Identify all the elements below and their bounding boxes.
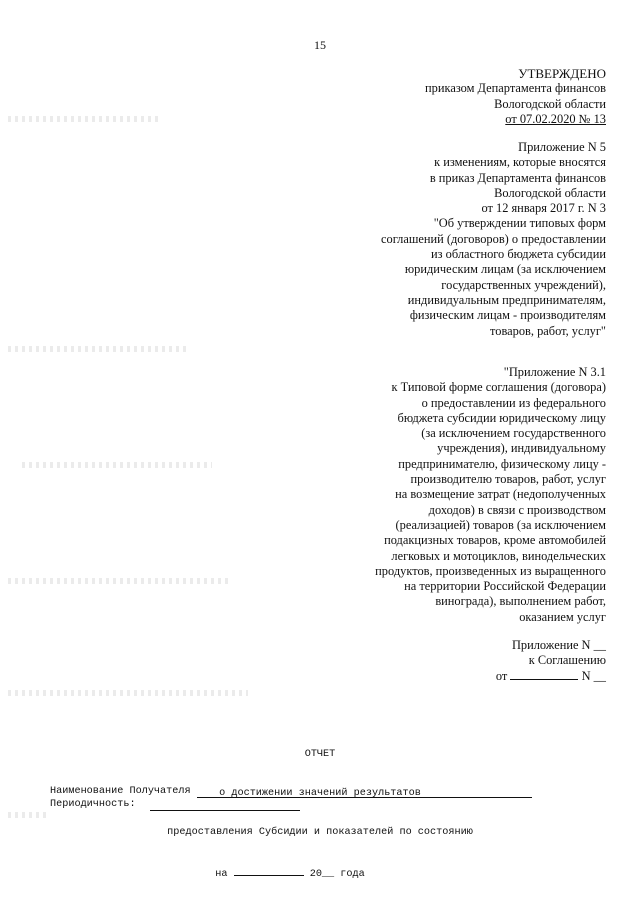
- bleed-through-mark: [8, 578, 228, 584]
- appendix-5-line: государственных учреждений),: [441, 277, 606, 292]
- appendix-5-line: Вологодской области: [494, 185, 606, 200]
- bleed-through-mark: [8, 690, 248, 696]
- appendix-3-1-line: продуктов, произведенных из выращенного: [375, 563, 606, 578]
- recipient-input-line[interactable]: [197, 787, 532, 798]
- report-date-line: [0, 865, 640, 881]
- recipient-field-row: [50, 785, 532, 798]
- appendix-3-1-header: [375, 365, 606, 625]
- appendix-3-1-line: (реализацией) товаров (за исключением: [395, 517, 606, 532]
- approval-stamp: [425, 66, 606, 127]
- appendix-3-1-line: подакцизных товаров, кроме автомобилей: [384, 533, 606, 548]
- appendix-3-1-line: к Типовой форме соглашения (договора): [391, 380, 606, 395]
- report-subtitle-line-2: предоставления Субсидии и показателей по состоянию: [167, 827, 473, 838]
- approved-order-line: приказом Департамента финансов: [425, 81, 606, 96]
- agreement-date-blank[interactable]: [510, 669, 578, 680]
- appendix-3-1-line: (за исключением государственного: [421, 426, 606, 441]
- report-date-suffix: года: [340, 869, 365, 880]
- appendix-3-1-line: бюджета субсидии юридическому лицу: [397, 410, 606, 425]
- report-date-blank[interactable]: [234, 865, 304, 876]
- approved-title: УТВЕРЖДЕНО: [518, 66, 606, 81]
- appendix-3-1-line: о предоставлении из федерального: [421, 395, 606, 410]
- page-number: 15: [314, 38, 326, 52]
- appendix-3-1-line: доходов) в связи с производством: [428, 502, 606, 517]
- appendix-5-line: соглашений (договоров) о предоставлении: [381, 231, 606, 246]
- report-year: 20__: [309, 869, 335, 880]
- appendix-5-header: [381, 140, 606, 339]
- appendix-3-1-line: учреждения), индивидуальному: [437, 441, 606, 456]
- appendix-5-line: из областного бюджета субсидии: [431, 247, 606, 262]
- periodicity-label: Периодичность:: [50, 799, 136, 810]
- appendix-3-1-line: винограда), выполнением работ,: [435, 594, 606, 609]
- recipient-label: Наименование Получателя: [50, 786, 191, 797]
- appendix-5-line: физическим лицам - производителям: [409, 308, 606, 323]
- report-subtitle-line-1: о достижении значений результатов: [219, 788, 421, 799]
- agreement-number-blank: N __: [581, 668, 606, 683]
- appendix-5-line: в приказ Департамента финансов: [429, 170, 606, 185]
- appendix-3-1-line: легковых и мотоциклов, винодельческих: [391, 548, 606, 563]
- report-date-prefix: на: [215, 869, 228, 880]
- appendix-5-line: юридическим лицам (за исключением: [404, 262, 606, 277]
- periodicity-input-line[interactable]: [150, 800, 300, 811]
- bleed-through-mark: [8, 346, 188, 352]
- appendix-5-line: "Об утверждении типовых форм: [433, 216, 606, 231]
- agreement-appendix-number: Приложение N __: [511, 638, 606, 652]
- appendix-5-line: индивидуальным предпринимателям,: [407, 292, 606, 307]
- appendix-5-line: товаров, работ, услуг": [490, 323, 606, 338]
- appendix-3-1-line: "Приложение N 3.1: [503, 365, 606, 379]
- agreement-reference: к Соглашению: [528, 653, 606, 668]
- approved-region-line: Вологодской области: [494, 96, 606, 111]
- appendix-3-1-line: оказанием услуг: [519, 609, 606, 624]
- periodicity-field-row: [50, 798, 300, 811]
- appendix-5-line: к изменениям, которые вносятся: [434, 155, 606, 170]
- appendix-5-line: Приложение N 5: [518, 140, 606, 154]
- bleed-through-mark: [8, 116, 158, 122]
- bleed-through-mark: [22, 462, 212, 468]
- agreement-appendix-header: [496, 638, 606, 684]
- appendix-3-1-line: предпринимателю, физическому лицу -: [398, 456, 606, 471]
- report-title: ОТЧЕТ: [304, 749, 336, 760]
- approved-date-line: от 07.02.2020 № 13: [505, 111, 606, 126]
- appendix-3-1-line: на возмещение затрат (недополученных: [395, 487, 606, 502]
- agreement-date-prefix: от: [495, 668, 508, 683]
- appendix-5-line: от 12 января 2017 г. N 3: [481, 201, 606, 216]
- agreement-date-line: [496, 669, 606, 684]
- appendix-3-1-line: на территории Российской Федерации: [404, 579, 606, 594]
- appendix-3-1-line: производителю товаров, работ, услуг: [410, 472, 606, 487]
